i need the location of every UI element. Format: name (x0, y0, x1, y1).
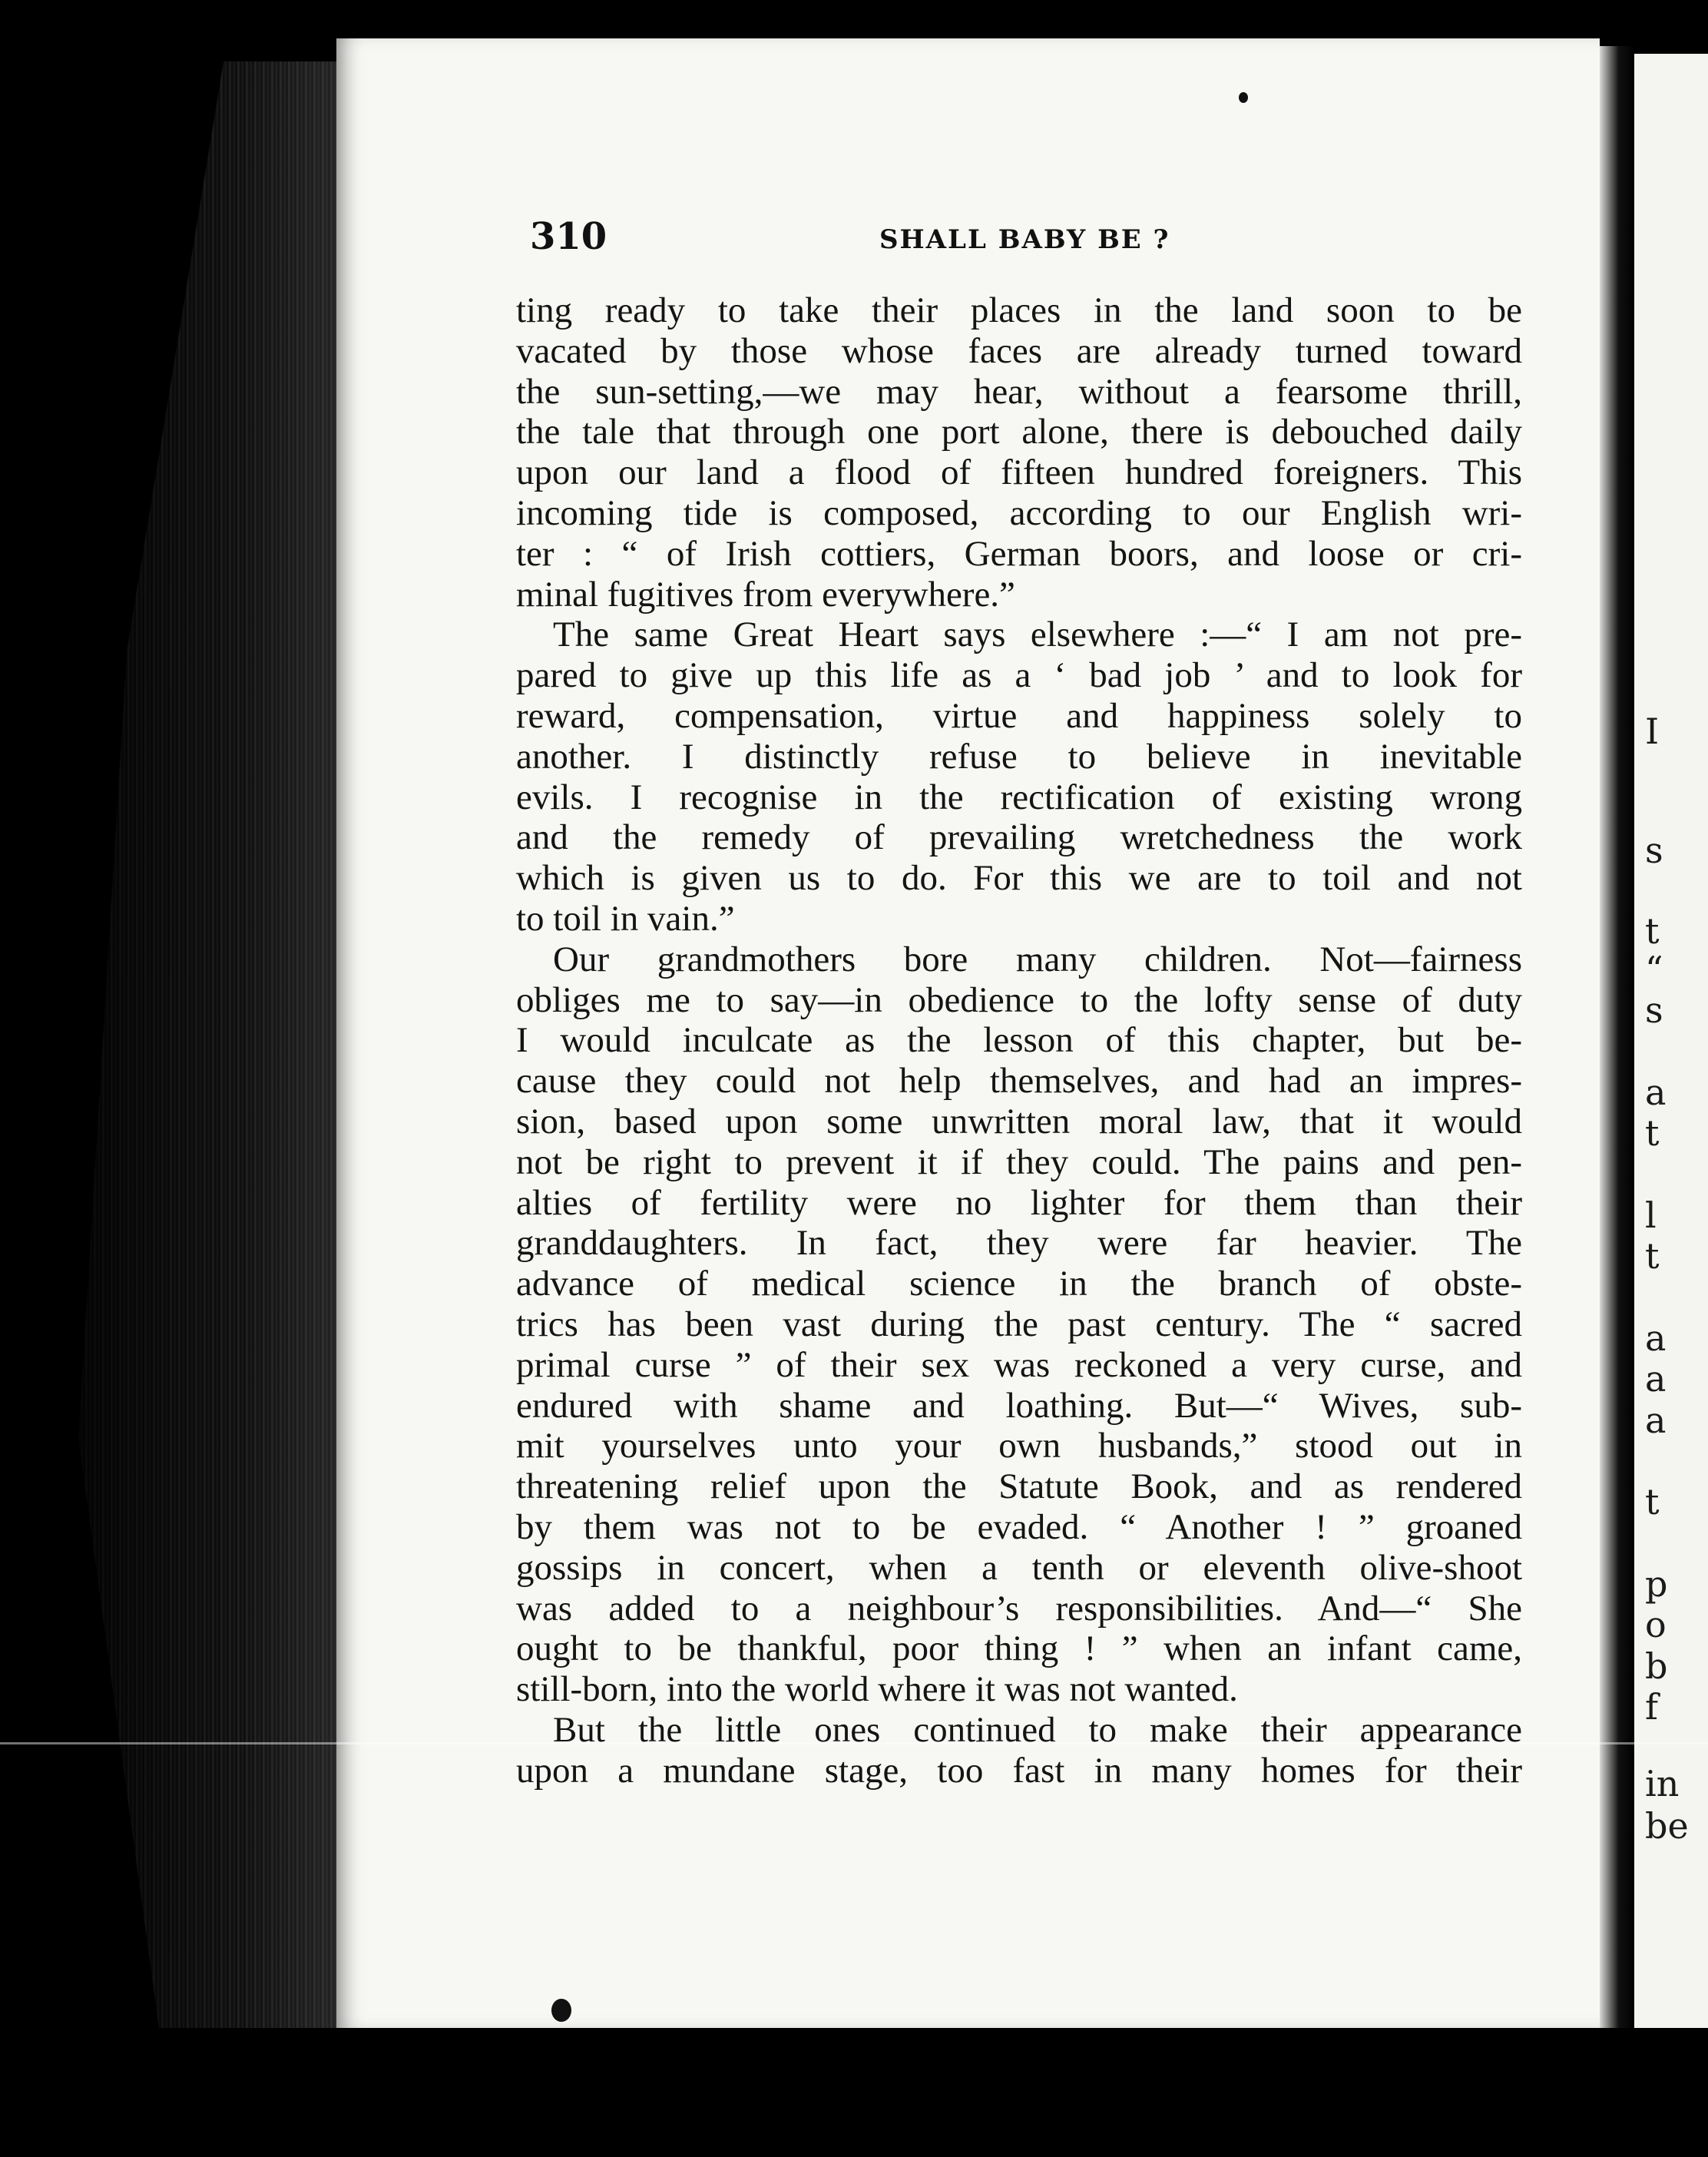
page-number: 310 (530, 215, 607, 258)
text-line: the tale that through one port alone, there is debouched daily (516, 412, 1522, 452)
fragment: a (1645, 1072, 1667, 1113)
fragment: I (1645, 711, 1660, 752)
text-line: evils. I recognise in the rectification of existing wrong (516, 777, 1522, 817)
text-line: incoming tide is composed, according to our English wri- (516, 492, 1522, 533)
text-line: upon our land a flood of fifteen hundred foreigners. This (516, 452, 1522, 493)
next-page-fragments (1645, 54, 1706, 2028)
fragment: s (1645, 989, 1663, 1031)
text-line: by them was not to be evaded. “ Another ! ” groaned (516, 1506, 1522, 1547)
text-line: not be right to prevent it if they could. The pains and pen- (516, 1141, 1522, 1182)
scan-artifact-line (0, 1742, 1708, 1744)
fragment: in (1645, 1763, 1680, 1804)
body-text (516, 290, 1522, 1791)
text-line: vacated by those whose faces are already turned toward (516, 330, 1522, 371)
ink-speck (1239, 92, 1248, 103)
text-line: ought to be thankful, poor thing ! ” when an infant came, (516, 1629, 1522, 1669)
fragment: a (1645, 1358, 1667, 1400)
text-line: and the remedy of prevailing wretchedness the work (516, 817, 1522, 858)
text-line: sion, based upon some unwritten moral law, that it would (516, 1101, 1522, 1141)
book-fore-edge (46, 61, 369, 2028)
fragment: t (1645, 1235, 1660, 1277)
text-line: The same Great Heart says elsewhere :—“ I am not pre- (553, 615, 1522, 655)
fragment: l (1645, 1194, 1657, 1236)
text-line: trics has been vast during the past century. The “ sacred (516, 1304, 1522, 1344)
text-line: minal fugitives from everywhere.” (516, 574, 1015, 615)
fragment: a (1645, 1400, 1667, 1441)
text-line: upon a mundane stage, too fast in many homes for their (516, 1750, 1522, 1791)
text-line: the sun-setting,—we may hear, without a fearsome thrill, (516, 371, 1522, 412)
text-line: advance of medical science in the branch of obste- (516, 1264, 1522, 1304)
text-line: mit yourselves unto your own husbands,” stood out in (516, 1426, 1522, 1466)
text-line: Our grandmothers bore many children. Not—fairness (553, 939, 1522, 979)
text-line: still-born, into the world where it was not wanted. (516, 1669, 1238, 1710)
fragment: o (1645, 1604, 1667, 1645)
text-line: alties of fertility were no lighter for them than their (516, 1182, 1522, 1223)
text-line: reward, compensation, virtue and happiness solely to (516, 695, 1522, 736)
text-line: was added to a neighbour’s responsibilities. And—“ She (516, 1588, 1522, 1629)
text-line: endured with shame and loathing. But—“ Wives, sub- (516, 1385, 1522, 1426)
text-line: I would inculcate as the lesson of this chapter, but be- (516, 1020, 1522, 1061)
text-line: ting ready to take their places in the land soon to be (516, 290, 1522, 330)
page-gutter (1600, 46, 1634, 2028)
text-line: pared to give up this life as a ‘ bad job ’ and to look for (516, 655, 1522, 696)
fragment: “ (1645, 949, 1663, 990)
next-page-edge (1634, 54, 1708, 2028)
running-head: SHALL BABY BE ? (879, 224, 1170, 255)
fragment: p (1645, 1563, 1668, 1605)
ink-blot (551, 1999, 571, 2022)
text-line: gossips in concert, when a tenth or eleventh olive-shoot (516, 1547, 1522, 1588)
text-line: to toil in vain.” (516, 898, 735, 939)
text-line: another. I distinctly refuse to believe in inevitable (516, 736, 1522, 777)
fragment: a (1645, 1317, 1667, 1359)
fragment: f (1645, 1686, 1659, 1728)
text-line: which is given us to do. For this we are to toil and not (516, 858, 1522, 899)
text-line: primal curse ” of their sex was reckoned a very curse, and (516, 1344, 1522, 1385)
text-line: ter : “ of Irish cottiers, German boors, and loose or cri- (516, 533, 1522, 574)
fragment: b (1645, 1645, 1668, 1687)
text-line: cause they could not help themselves, and had an impres- (516, 1061, 1522, 1102)
fragment: t (1645, 1481, 1660, 1522)
fragment: t (1645, 1112, 1660, 1154)
text-line: threatening relief upon the Statute Book, and as rendered (516, 1466, 1522, 1507)
page-header (530, 215, 1521, 261)
text-line: obliges me to say—in obedience to the lofty sense of duty (516, 979, 1522, 1020)
fragment: t (1645, 910, 1660, 952)
text-line: granddaughters. In fact, they were far heavier. The (516, 1223, 1522, 1264)
text-line: But the little ones continued to make their appearance (553, 1709, 1522, 1750)
fragment: s (1645, 830, 1663, 871)
fragment: be (1645, 1805, 1689, 1847)
